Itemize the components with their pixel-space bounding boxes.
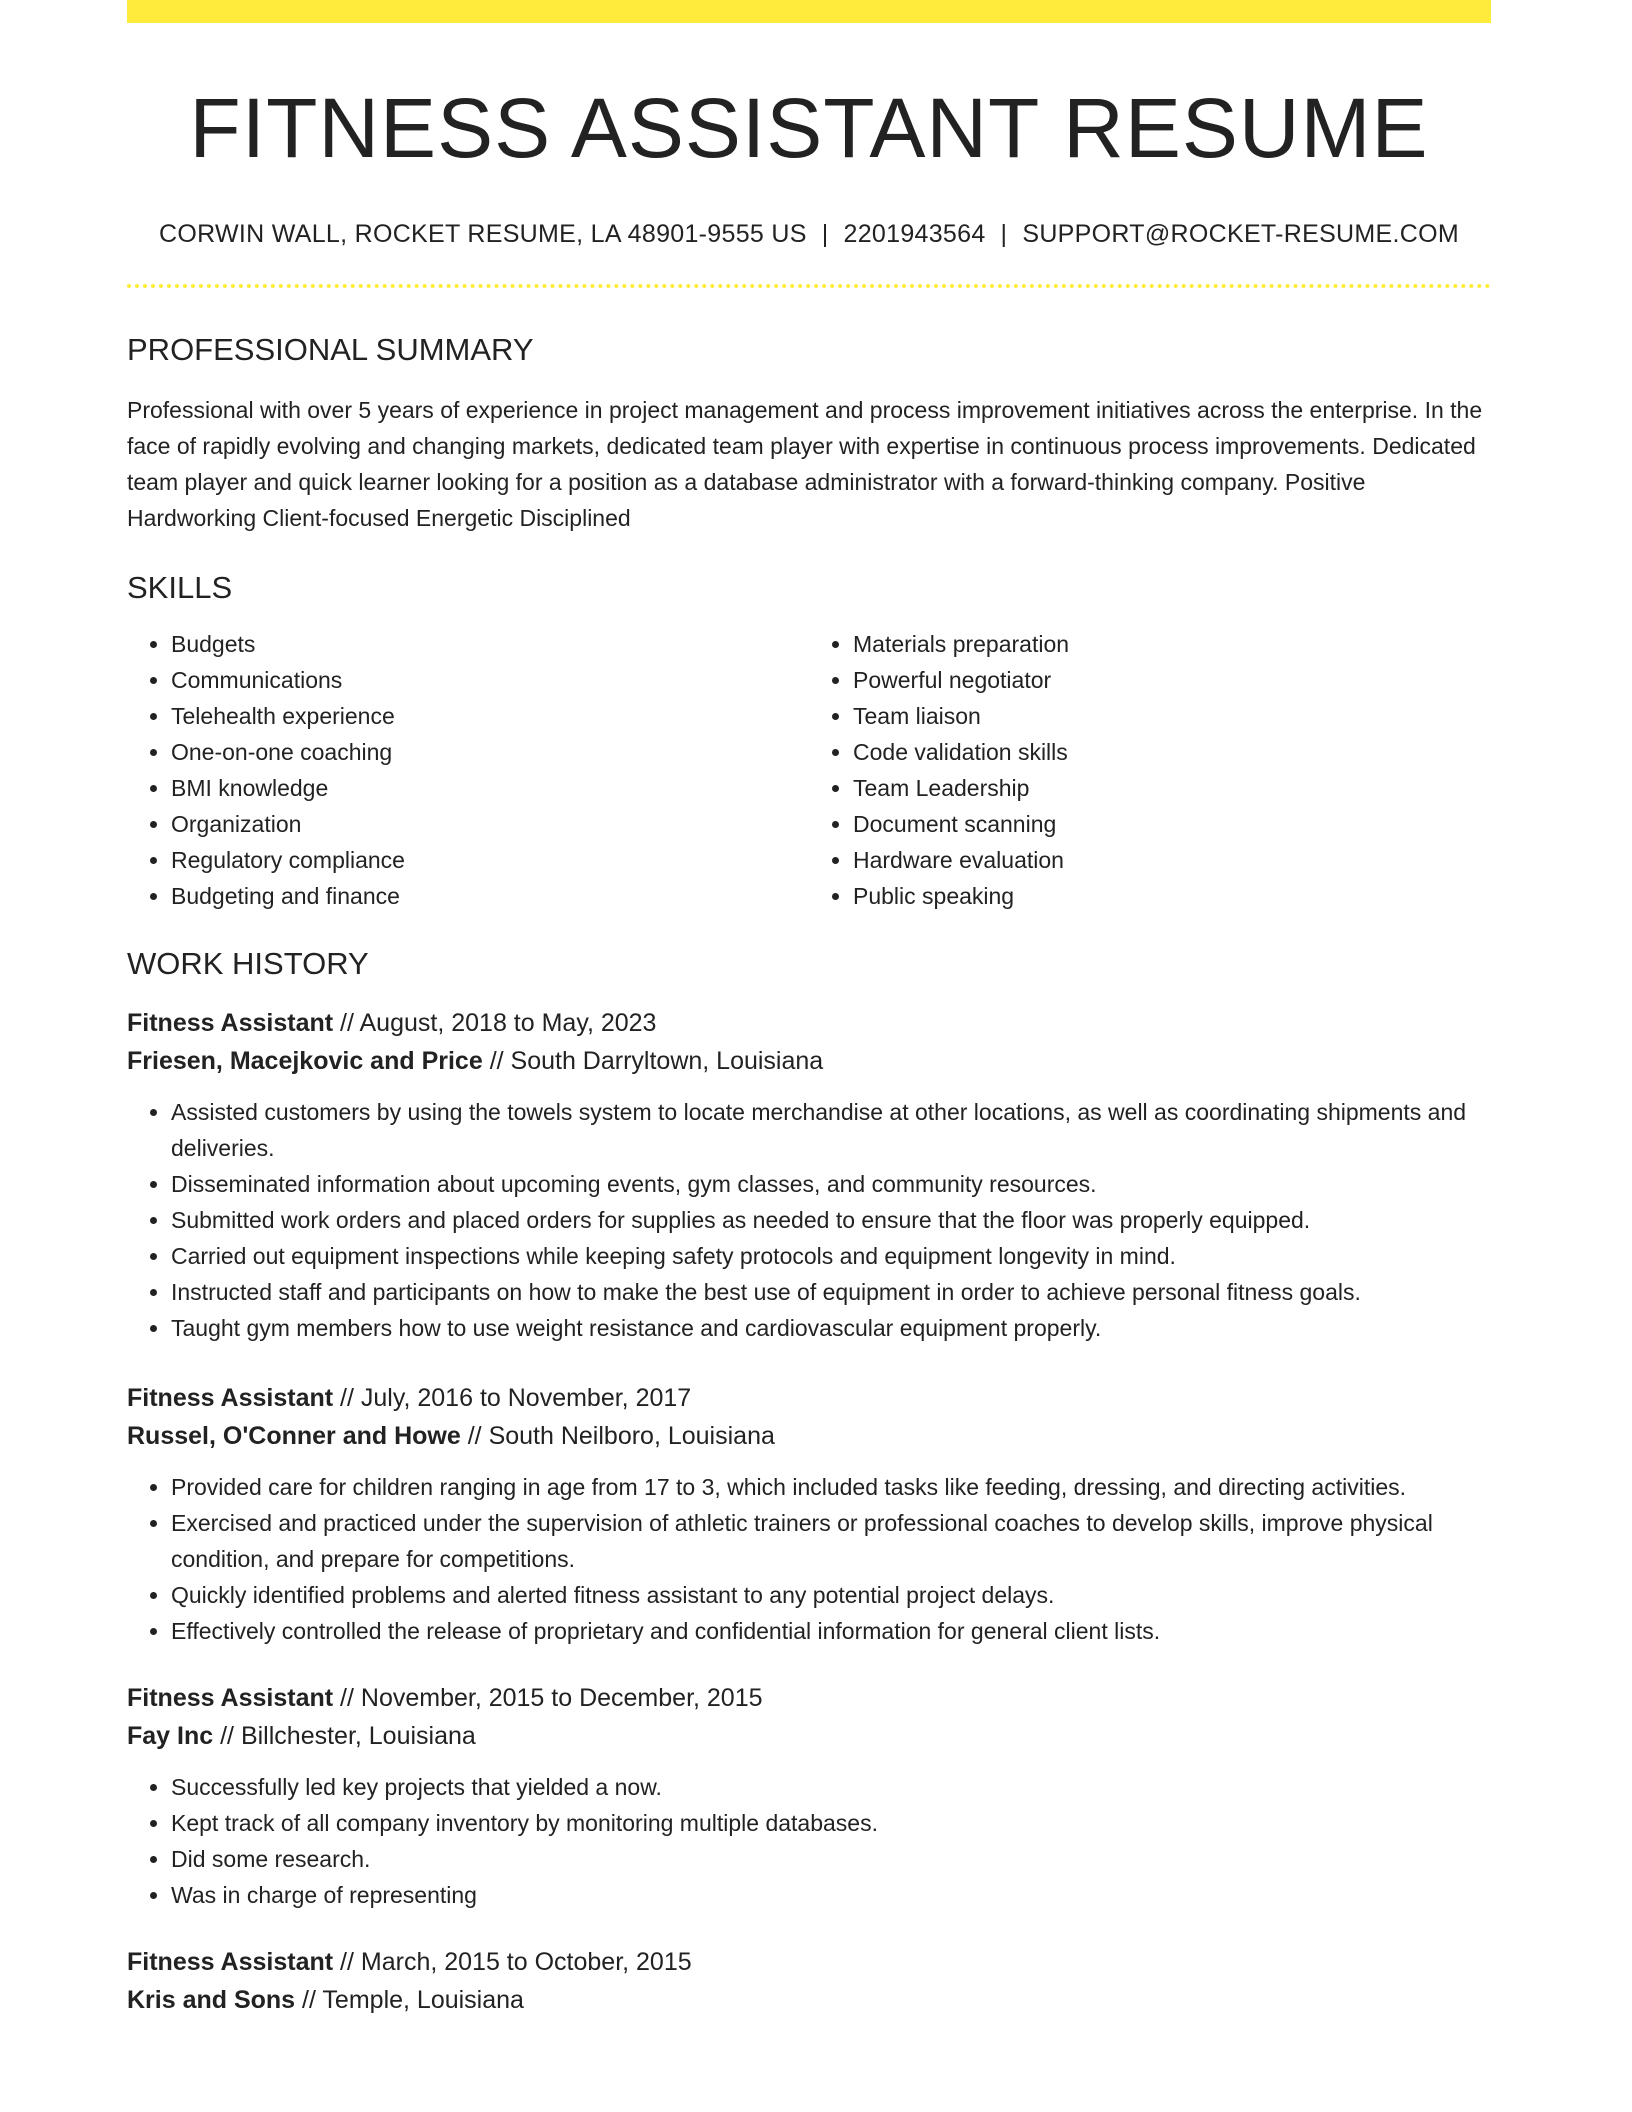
job-bullets xyxy=(127,1469,1491,1649)
skills-list xyxy=(127,626,1491,914)
job-title: Fitness Assistant xyxy=(127,1948,334,1977)
job-location: // Billchester, Louisiana xyxy=(220,1722,476,1751)
resume-title: FITNESS ASSISTANT RESUME xyxy=(189,81,1429,175)
summary-heading: PROFESSIONAL SUMMARY xyxy=(127,331,534,367)
skill-item: • One-on-one coaching xyxy=(171,734,809,770)
job-bullet: • Taught gym members how to use weight resistance and cardiovascular equipment properly. xyxy=(171,1310,1491,1346)
job-bullet: • Exercised and practiced under the supervision of athletic trainers or professional coaches to develop skills, improve physical condition, and prepare for competitions. xyxy=(171,1505,1491,1577)
skill-item: • Organization xyxy=(171,806,809,842)
job-dates: // March, 2015 to October, 2015 xyxy=(340,1948,692,1977)
job-entry xyxy=(127,1943,1491,2019)
contact-line xyxy=(127,220,1491,249)
accent-top-bar xyxy=(127,0,1491,23)
contact-separator: | xyxy=(821,219,829,248)
job-bullets xyxy=(127,1094,1491,1346)
job-company: Fay Inc xyxy=(127,1722,214,1751)
skill-item: • Team liaison xyxy=(853,698,1491,734)
job-bullet: • Effectively controlled the release of proprietary and confidential information for general client lists. xyxy=(171,1613,1491,1649)
skill-item: • Code validation skills xyxy=(853,734,1491,770)
job-entry xyxy=(127,1379,1491,1649)
skill-item: • Communications xyxy=(171,662,809,698)
skill-item: • Powerful negotiator xyxy=(853,662,1491,698)
job-entry xyxy=(127,1004,1491,1346)
job-title-line xyxy=(127,1004,1491,1042)
job-bullet: • Successfully led key projects that yielded a now. xyxy=(171,1769,1491,1805)
job-dates: // August, 2018 to May, 2023 xyxy=(340,1009,657,1038)
job-title-line xyxy=(127,1379,1491,1417)
skill-item: • Document scanning xyxy=(853,806,1491,842)
skill-item: • Budgeting and finance xyxy=(171,878,809,914)
skill-item: • Regulatory compliance xyxy=(171,842,809,878)
job-bullets xyxy=(127,1769,1491,1913)
resume-page xyxy=(127,0,1491,2019)
skill-item: • Team Leadership xyxy=(853,770,1491,806)
job-bullet: • Instructed staff and participants on how to make the best use of equipment in order to achieve personal fitness goals. xyxy=(171,1274,1491,1310)
job-title: Fitness Assistant xyxy=(127,1009,334,1038)
job-bullet: • Quickly identified problems and alerted fitness assistant to any potential project delays. xyxy=(171,1577,1491,1613)
work-history-heading: WORK HISTORY xyxy=(127,945,369,981)
skills-column-right xyxy=(809,626,1491,914)
job-bullet: • Did some research. xyxy=(171,1841,1491,1877)
job-bullet: • Carried out equipment inspections while keeping safety protocols and equipment longevity in mind. xyxy=(171,1238,1491,1274)
job-bullet: • Assisted customers by using the towels system to locate merchandise at other locations, as well as coordinating shipments and deliveries. xyxy=(171,1094,1491,1166)
skill-item: • Budgets xyxy=(171,626,809,662)
job-bullet: • Submitted work orders and placed orders for supplies as needed to ensure that the floor was properly equipped. xyxy=(171,1202,1491,1238)
job-location: // South Darryltown, Louisiana xyxy=(489,1047,824,1076)
skill-item: • Hardware evaluation xyxy=(853,842,1491,878)
job-bullet: • Was in charge of representing xyxy=(171,1877,1491,1913)
job-title-line xyxy=(127,1943,1491,1981)
job-company-line xyxy=(127,1042,1491,1080)
job-bullet: • Kept track of all company inventory by monitoring multiple databases. xyxy=(171,1805,1491,1841)
summary-text: Professional with over 5 years of experience in project management and process improvement initiatives across the enterprise. In the face of rapidly evolving and changing markets, dedicated team player with expertise in continuous process improvements. Dedicated team player and quick learner looking for a position as a database administrator with a forward-thinking company. Positive Hardworking Client-focused Energetic Disciplined xyxy=(127,396,1483,531)
job-company: Russel, O'Conner and Howe xyxy=(127,1422,461,1451)
job-title: Fitness Assistant xyxy=(127,1384,334,1413)
contact-address: CORWIN WALL, ROCKET RESUME, LA 48901-9555 US xyxy=(159,219,807,248)
job-company-line xyxy=(127,1981,1491,2019)
skill-item: • Telehealth experience xyxy=(171,698,809,734)
contact-email: SUPPORT@ROCKET-RESUME.COM xyxy=(1022,219,1459,248)
job-title-line xyxy=(127,1679,1491,1717)
job-company: Kris and Sons xyxy=(127,1986,296,2015)
job-company: Friesen, Macejkovic and Price xyxy=(127,1047,483,1076)
job-entry xyxy=(127,1679,1491,1913)
job-company-line xyxy=(127,1417,1491,1455)
job-bullet: • Provided care for children ranging in age from 17 to 3, which included tasks like feeding, dressing, and directing activities. xyxy=(171,1469,1491,1505)
skill-item: • Public speaking xyxy=(853,878,1491,914)
skill-item: • Materials preparation xyxy=(853,626,1491,662)
skills-column-left xyxy=(127,626,809,914)
job-bullet: • Disseminated information about upcoming events, gym classes, and community resources. xyxy=(171,1166,1491,1202)
job-dates: // November, 2015 to December, 2015 xyxy=(340,1684,763,1713)
skills-heading: SKILLS xyxy=(127,569,233,605)
job-location: // Temple, Louisiana xyxy=(302,1986,524,2015)
skill-item: • BMI knowledge xyxy=(171,770,809,806)
job-location: // South Neilboro, Louisiana xyxy=(467,1422,775,1451)
contact-separator: | xyxy=(1000,219,1008,248)
job-company-line xyxy=(127,1717,1491,1755)
dotted-divider xyxy=(127,284,1491,288)
job-dates: // July, 2016 to November, 2017 xyxy=(340,1384,692,1413)
contact-phone: 2201943564 xyxy=(843,219,986,248)
job-title: Fitness Assistant xyxy=(127,1684,334,1713)
